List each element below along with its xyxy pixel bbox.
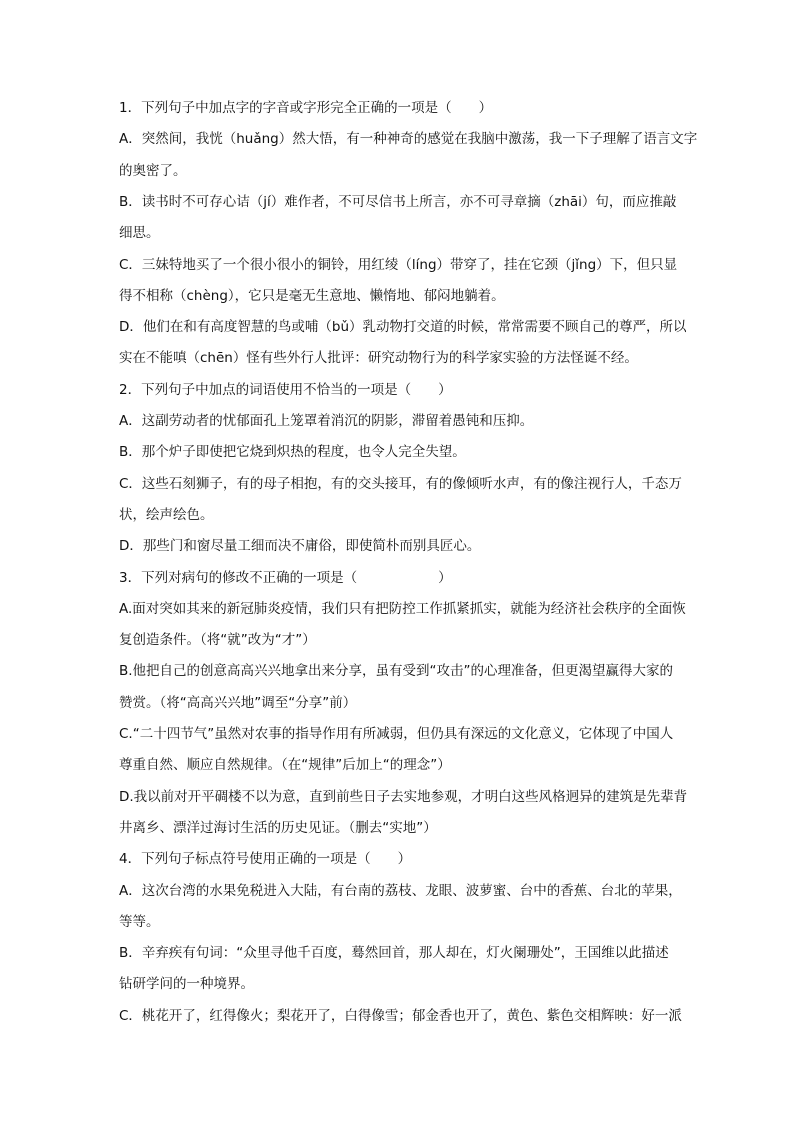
text-line: 得不相称（chèng），它只是毫无生意地、懒惰地、郁闷地躺着。 bbox=[119, 287, 505, 304]
text-line: C．桃花开了，红得像火；梨花开了，白得像雪；郁金香也开了，黄色、紫色交相辉映：好一派 bbox=[119, 1007, 682, 1024]
text-line: B.他把自己的创意高高兴兴地拿出来分享，虽有受到“攻击”的心理准备，但更渴望赢得大家的 bbox=[119, 663, 674, 680]
text-line: 赞赏。（将“高高兴兴地”调至“分享”前） bbox=[119, 694, 357, 711]
text-line: 3．下列对病句的修改不正确的一项是（ ） bbox=[119, 569, 452, 586]
text-line: 等等。 bbox=[119, 913, 160, 930]
text-line: D．那些门和窗尽量工细而决不庸俗，即使简朴而别具匠心。 bbox=[119, 538, 481, 555]
text-line: A．突然间，我恍（huǎng）然大悟，有一种神奇的感觉在我脑中激荡，我一下子理解了语言文字 bbox=[119, 131, 698, 148]
text-line: 钻研学问的一种境界。 bbox=[119, 976, 254, 993]
text-line: 的奥密了。 bbox=[119, 162, 187, 179]
text-line: 细思。 bbox=[119, 225, 160, 242]
text-line: 尊重自然、顺应自然规律。（在“规律”后加上“的理念”） bbox=[119, 757, 451, 774]
text-line: A．这次台湾的水果免税进入大陆，有台南的荔枝、龙眼、波萝蜜、台中的香蕉、台北的苹果， bbox=[119, 882, 682, 899]
text-line: C．三妹特地买了一个很小很小的铜铃，用红绫（líng）带穿了，挂在它颈（jǐng）下，但只显 bbox=[119, 256, 678, 273]
text-line: D．他们在和有高度智慧的鸟或哺（bǔ）乳动物打交道的时候，常常需要不顾自己的尊严，所以 bbox=[119, 319, 687, 336]
text-line: B．读书时不可存心诘（jí）难作者，不可尽信书上所言，亦不可寻章摘（zhāi）句，而应推敲 bbox=[119, 193, 677, 210]
text-line: 实在不能嗔（chēn）怪有些外行人批评：研究动物行为的科学家实验的方法怪诞不经。 bbox=[119, 350, 638, 367]
text-line: 井离乡、漂洋过海讨生活的历史见证。（删去“实地”） bbox=[119, 819, 437, 836]
text-line: B．辛弃疾有句词：“众里寻他千百度，蓦然回首，那人却在，灯火阑珊处”，王国维以此描述 bbox=[119, 945, 669, 962]
text-line: C．这些石刻狮子，有的母子相抱，有的交头接耳，有的像倾听水声，有的像注视行人，千态万 bbox=[119, 475, 682, 492]
text-line: 状，绘声绘色。 bbox=[119, 506, 214, 523]
text-line: 4．下列句子标点符号使用正确的一项是（ ） bbox=[119, 851, 412, 868]
text-line: 1．下列句子中加点字的字音或字形完全正确的一项是（ ） bbox=[119, 100, 493, 116]
text-line: 2．下列句子中加点的词语使用不恰当的一项是（ ） bbox=[119, 381, 452, 398]
text-line: A.面对突如其来的新冠肺炎疫情，我们只有把防控工作抓紧抓实，就能为经济社会秩序的全面恢 bbox=[119, 600, 686, 617]
text-line: A．这副劳动者的忧郁面孔上笼罩着消沉的阴影，滞留着愚钝和压抑。 bbox=[119, 413, 534, 429]
text-line: 复创造条件。（将“就”改为“才”） bbox=[119, 632, 316, 649]
text-line: D.我以前对开平碉楼不以为意，直到前些日子去实地参观，才明白这些风格迥异的建筑是先辈背 bbox=[119, 788, 688, 805]
text-line: B．那个炉子即使把它烧到炽热的程度，也令人完全失望。 bbox=[119, 444, 466, 461]
text-line: C.“二十四节气”虽然对农事的指导作用有所减弱，但仍具有深远的文化意义，它体现了中国人 bbox=[119, 726, 674, 742]
